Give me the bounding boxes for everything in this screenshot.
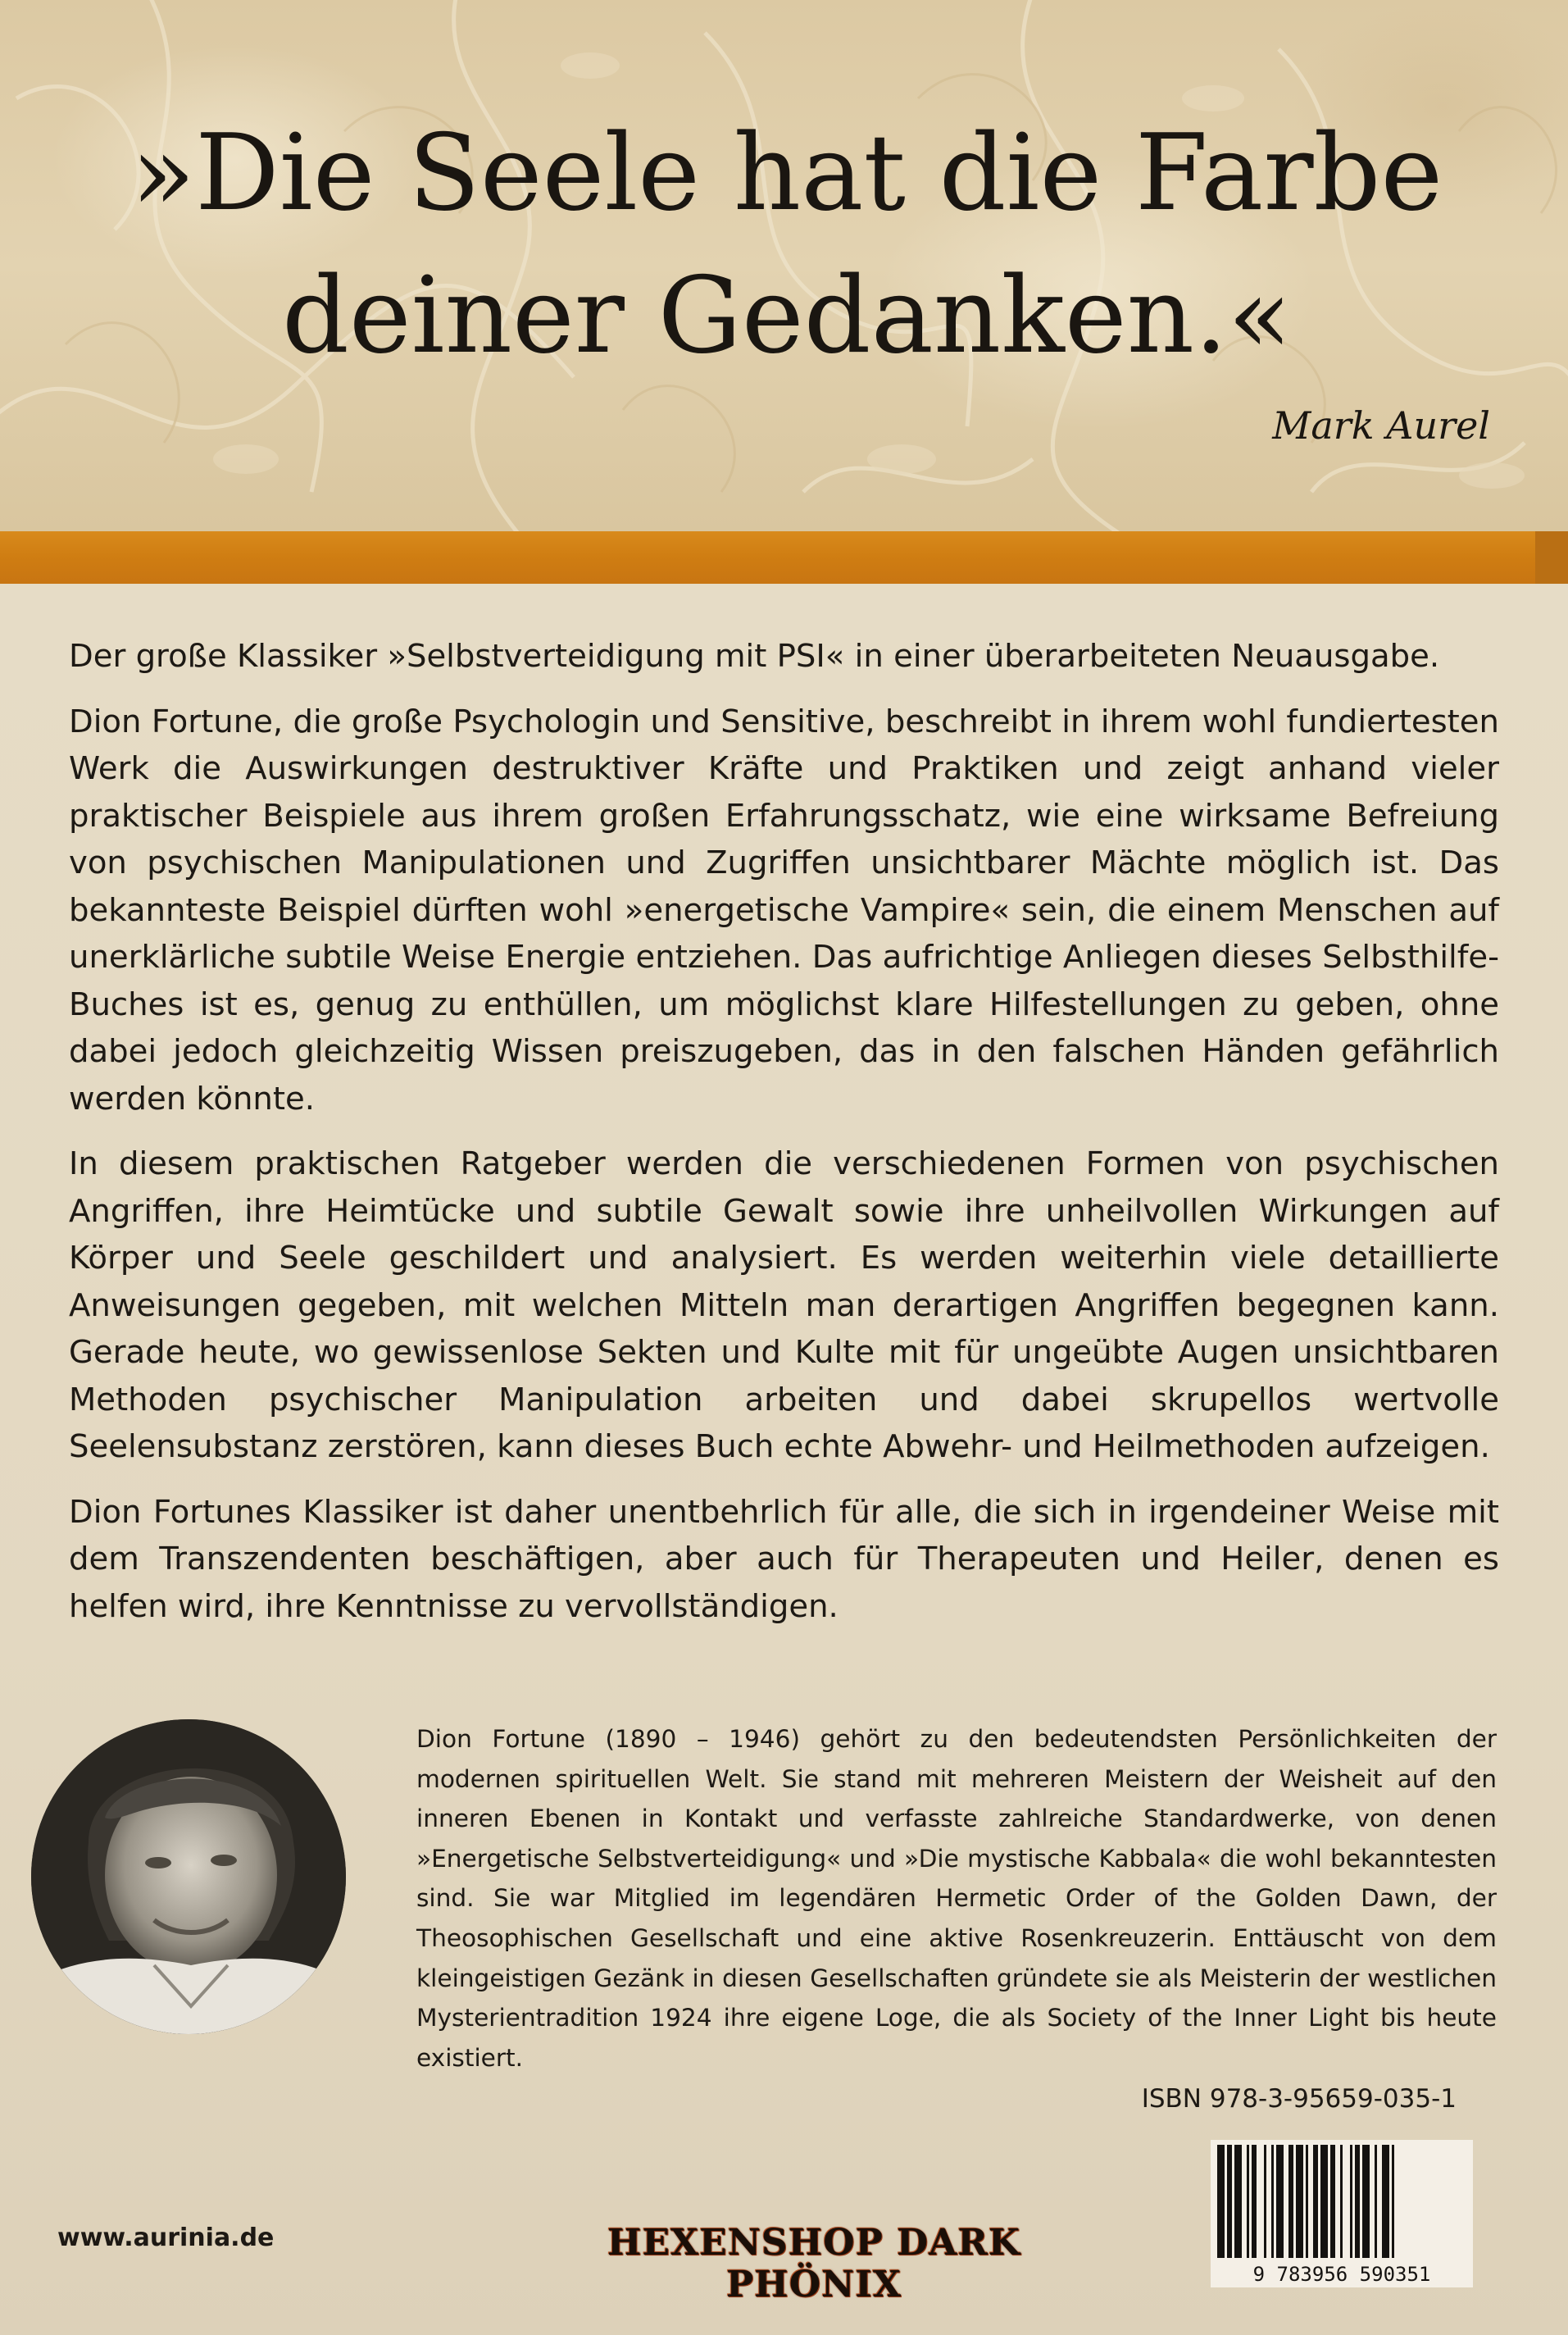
shop-watermark: HEXENSHOP DARK PHÖNIX bbox=[607, 2222, 1021, 2305]
isbn: ISBN 978-3-95659-035-1 bbox=[1141, 2084, 1457, 2114]
blurb-paragraph: Dion Fortune, die große Psychologin und Sensitive, beschreibt in ihrem wohl fundiertesten Werk die Auswirkungen destruktiver Kräfte und Praktiken und zeigt anhand vieler praktischer Beispiele aus ihrem großen Erfahrungsschatz, wie eine wirksame Befreiung von psychischen Manipulationen und Zugriffen unsichtbarer Mächte möglich ist. Das bekannteste Beispiel dürften wohl »energetische Vampire« sein, die einem Menschen auf unerklärliche subtile Weise Energie entziehen. Das aufrichtige Anliegen dieses Selbsthilfe-Buches ist es, genug zu enthüllen, um möglichst klare Hilfestellungen zu geben, ohne dabei jedoch gleichzeitig Wissen preiszugeben, das in den falschen Händen gefährlich werden könnte. bbox=[69, 703, 1499, 1117]
quote-band bbox=[0, 0, 1568, 531]
author-bio: Dion Fortune (1890 – 1946) gehört zu den bedeutendsten Persönlichkeiten der modernen spirituellen Welt. Sie stand mit mehreren Meistern der Weisheit auf den inneren Ebenen in Kontakt und verfasste zahlreiche Standardwerke, von denen »Energetische Selbstverteidigung« und »Die mystische Kabbala« die wohl bekanntesten sind. Sie war Mitglied im legendären Hermetic Order of the Golden Dawn, der Theosophischen Gesellschaft und eine aktive Rosenkreuzerin. Enttäuscht von dem kleingeistigen Gezänk in diesen Gesellschaften gründete sie als Meisterin der westlichen Mysterientradition 1924 ihre eigene Loge, die als Society of the Inner Light bis heute existiert. bbox=[416, 1725, 1497, 2072]
blurb-text bbox=[69, 633, 1499, 1648]
portrait-image bbox=[31, 1719, 346, 2034]
spine-edge bbox=[1535, 531, 1568, 584]
barcode bbox=[1211, 2140, 1473, 2287]
blurb-paragraph: Dion Fortunes Klassiker ist daher unentbehrlich für alle, die sich in irgendeiner Weise mit dem Transzendenten beschäftigen, aber auch für Therapeuten und Heiler, denen es helfen wird, ihre Kenntnisse zu vervollständigen. bbox=[69, 1493, 1499, 1625]
blurb-paragraph: In diesem praktischen Ratgeber werden die verschiedenen Formen von psychischen Angriffen, ihre Heimtücke und subtile Gewalt sowie ihre unheilvollen Wirkungen auf Körper und Seele geschildert und analysiert. Es werden weiterhin viele detaillierte Anweisungen gegeben, mit welchen Mitteln man derartigen Angriffen begegnen kann. Gerade heute, wo gewissenlose Sekten und Kulte mit für ungeübte Augen unsichtbaren Methoden psychischer Manipulation arbeiten und dabei skrupellos wertvolle Seelensubstanz zerstören, kann dieses Buch echte Abwehr- und Heilmethoden aufzeigen. bbox=[69, 1145, 1499, 1465]
quote bbox=[82, 102, 1492, 388]
quote-author: Mark Aurel bbox=[1272, 403, 1490, 448]
blurb-paragraph: Der große Klassiker »Selbstverteidigung mit PSI« in einer überarbeiteten Neuausgabe. bbox=[69, 638, 1440, 675]
quote-line: deiner Gedanken.« bbox=[281, 255, 1293, 377]
publisher-website: www.aurinia.de bbox=[57, 2223, 275, 2252]
author-portrait bbox=[31, 1719, 346, 2034]
quote-line: »Die Seele hat die Farbe bbox=[130, 112, 1443, 234]
barcode-digits: 9 783956 590351 bbox=[1252, 2263, 1431, 2286]
accent-stripe bbox=[0, 531, 1568, 584]
